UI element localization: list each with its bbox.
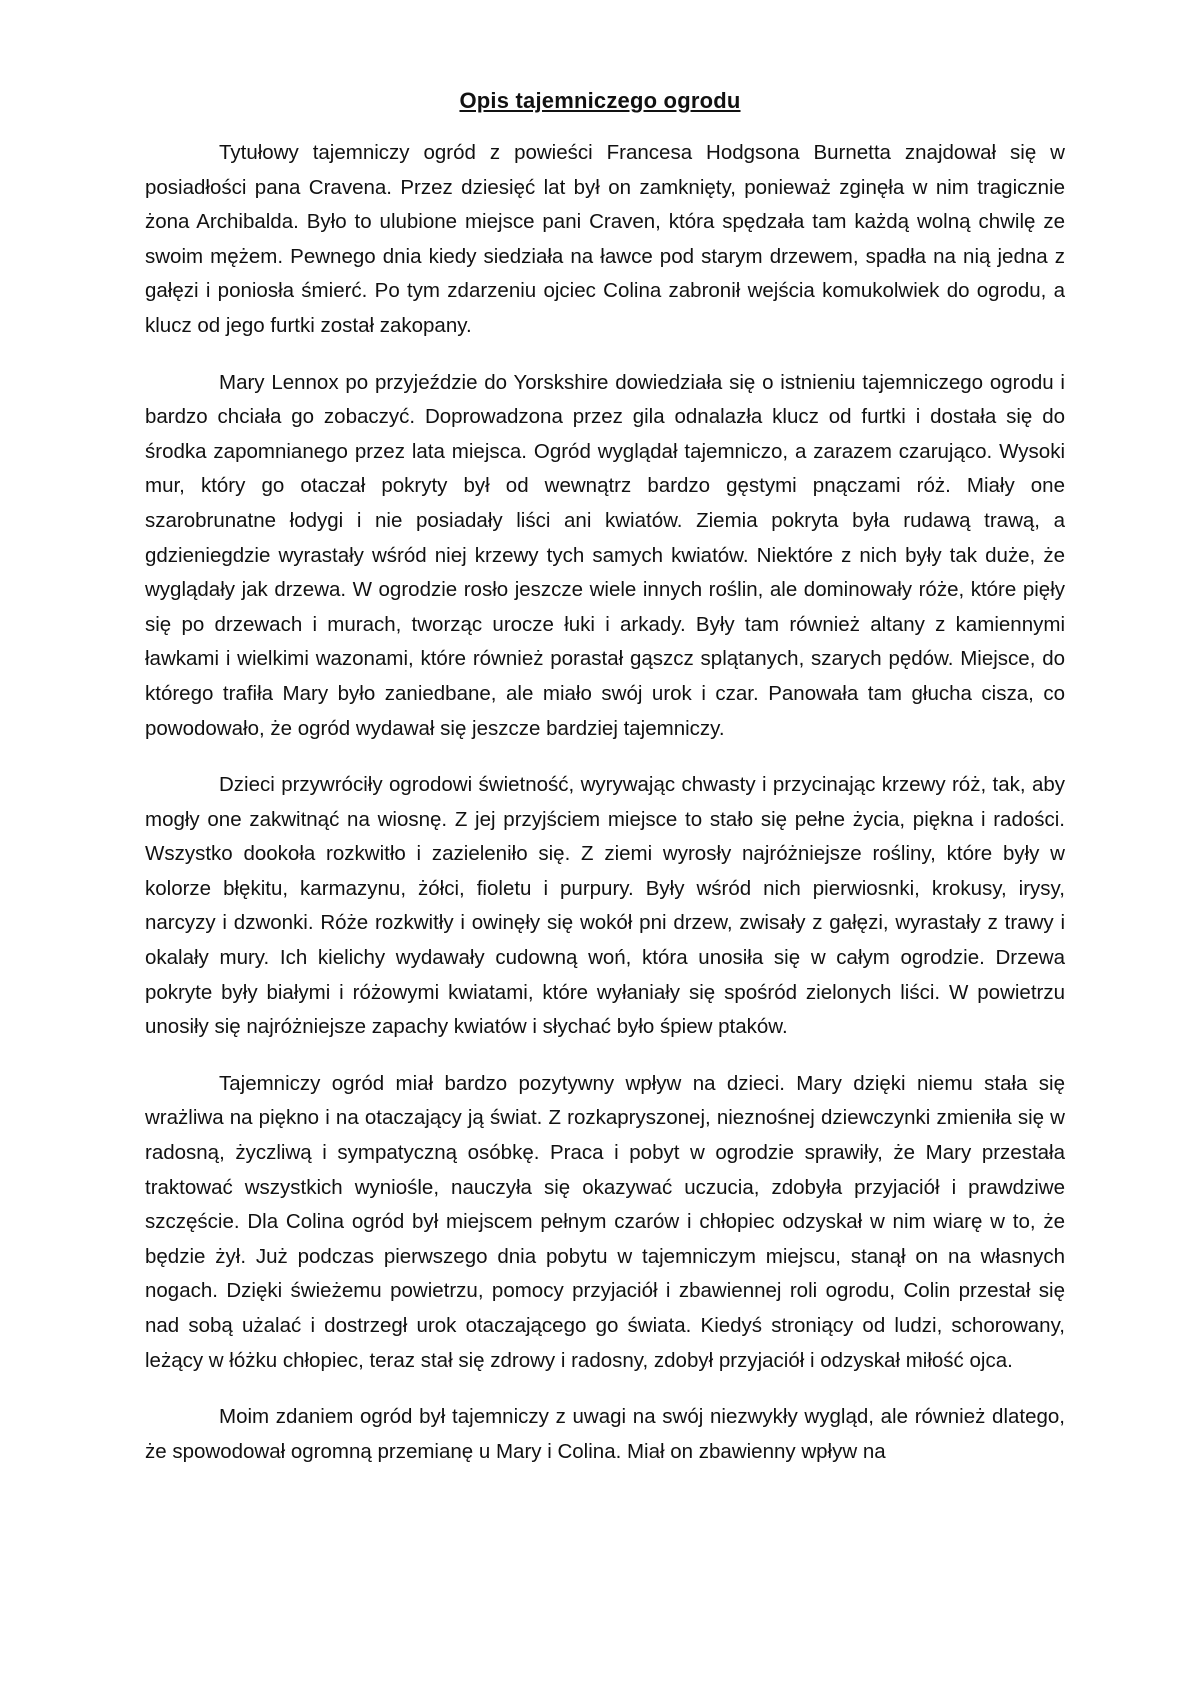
document-body <box>145 136 1065 1491</box>
paragraph-5: Moim zdaniem ogród był tajemniczy z uwagi na swój niezwykły wygląd, ale również dlatego, że spowodował ogromną przemianę u Mary i Colina. Miał on zbawienny wpływ na <box>145 1405 1065 1463</box>
paragraph-1: Tytułowy tajemniczy ogród z powieści Francesa Hodgsona Burnetta znajdował się w posiadłości pana Cravena. Przez dziesięć lat był on zamknięty, ponieważ zginęła w nim tragicznie żona Archibalda. Było to ulubione miejsce pani Craven, która spędzała tam każdą wolną chwilę ze swoim mężem. Pewnego dnia kiedy siedziała na ławce pod starym drzewem, spadła na nią jedna z gałęzi i poniosła śmierć. Po tym zdarzeniu ojciec Colina zabronił wejścia komukolwiek do ogrodu, a klucz od jego furtki został zakopany. <box>145 141 1065 337</box>
paragraph-2: Mary Lennox po przyjeździe do Yorskshire dowiedziała się o istnieniu tajemniczego ogrodu i bardzo chciała go zobaczyć. Doprowadzona przez gila odnalazła klucz od furtki i dostała się do środka zapomnianego przez lata miejsca. Ogród wyglądał tajemniczo, a zarazem czarująco. Wysoki mur, który go otaczał pokryty był od wewnątrz bardzo gęstymi pnączami róż. Miały one szarobrunatne łodygi i nie posiadały liści ani kwiatów. Ziemia pokryta była rudawą trawą, a gdzieniegdzie wyrastały wśród niej krzewy tych samych kwiatów. Niektóre z nich były tak duże, że wyglądały jak drzewa. W ogrodzie rosło jeszcze wiele innych roślin, ale dominowały róże, które pięły się po drzewach i murach, tworząc urocze łuki i arkady. Były tam również altany z kamiennymi ławkami i wielkimi wazonami, które również porastał gąszcz splątanych, szarych pędów. Miejsce, do którego trafiła Mary było zaniedbane, ale miało swój urok i czar. Panowała tam głucha cisza, co powodowało, że ogród wydawał się jeszcze bardziej tajemniczy. <box>145 370 1065 740</box>
paragraph-4: Tajemniczy ogród miał bardzo pozytywny wpływ na dzieci. Mary dzięki niemu stała się wrażliwa na piękno i na otaczający ją świat. Z rozkapryszonej, nieznośnej dziewczynki zmieniła się w radosną, życzliwą i sympatyczną osóbkę. Praca i pobyt w ogrodzie sprawiły, że Mary przestała traktować wszystkich wyniośle, nauczyła się okazywać uczucia, zdobyła przyjaciół i prawdziwe szczęście. Dla Colina ogród był miejscem pełnym czarów i chłopiec odzyskał w nim wiarę w to, że będzie żył. Już podczas pierwszego dnia pobytu w tajemniczym miejscu, stanął on na własnych nogach. Dzięki świeżemu powietrzu, pomocy przyjaciół i zbawiennej roli ogrodu, Colin przestał się nad sobą użalać i dostrzegł urok otaczającego go świata. Kiedyś stroniący od ludzi, schorowany, leżący w łóżku chłopiec, teraz stał się zdrowy i radosny, zdobył przyjaciół i odzyskał miłość ojca. <box>145 1071 1065 1372</box>
paragraph-3: Dzieci przywróciły ogrodowi świetność, wyrywając chwasty i przycinając krzewy róż, tak, aby mogły one zakwitnąć na wiosnę. Z jej przyjściem miejsce to stało się pełne życia, piękna i radości. Wszystko dookoła rozkwitło i zazieleniło się. Z ziemi wyrosły najróżniejsze rośliny, które były w kolorze błękitu, karmazynu, żółci, fioletu i purpury. Były wśród nich pierwiosnki, krokusy, irysy, narcyzy i dzwonki. Róże rozkwitły i owinęły się wokół pni drzew, zwisały z gałęzi, wyrastały z trawy i okalały mury. Ich kielichy wydawały cudowną woń, która unosiła się w całym ogrodzie. Drzewa pokryte były białymi i różowymi kwiatami, które wyłaniały się spośród zielonych liści. W powietrzu unosiły się najróżniejsze zapachy kwiatów i słychać było śpiew ptaków. <box>145 773 1065 1039</box>
document-title: Opis tajemniczego ogrodu <box>459 88 741 113</box>
